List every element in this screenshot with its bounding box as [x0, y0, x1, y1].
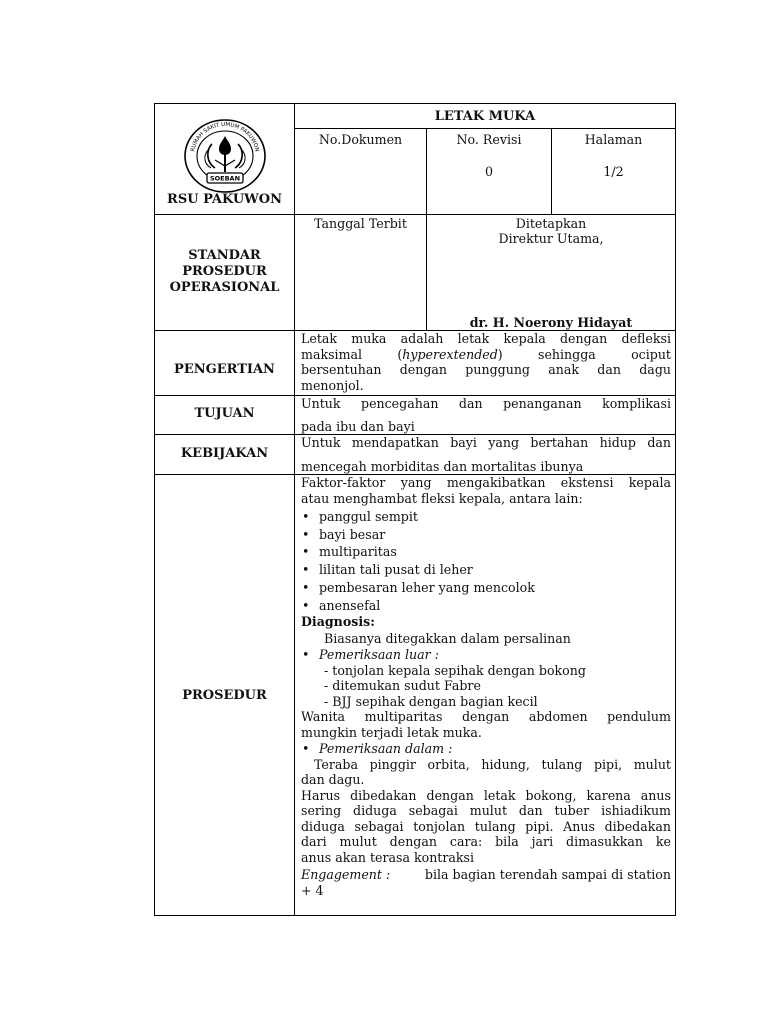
pengertian-label: PENGERTIAN [174, 362, 275, 377]
prosedur-intro-line: atau menghambat fleksi kepala, antara lain: [301, 490, 583, 506]
pengertian-line [301, 347, 671, 363]
sop-title-line: STANDAR [188, 248, 261, 263]
halaman-value: 1/2 [603, 164, 624, 179]
engagement-line [301, 867, 671, 883]
list-item: • pembesaran leher yang mencolok [301, 579, 671, 597]
list-item: • lilitan tali pusat di leher [301, 561, 671, 579]
engagement-text: bila bagian terendah sampai di station [420, 867, 671, 883]
prosedur-text [301, 475, 671, 898]
document-title: LETAK MUKA [434, 109, 536, 124]
kebijakan-line: mencegah morbiditas dan mortalitas ibunya [301, 458, 584, 474]
sop-document [154, 103, 676, 916]
pengertian-line: Letak muka adalah letak kepala dengan defleksi [301, 331, 671, 346]
hospital-name: RSU PAKUWON [167, 192, 282, 207]
tanggal-terbit-label: Tanggal Terbit [314, 216, 407, 231]
logo-ring-text: RUMAH SAKIT UMUM PAKUWON [190, 121, 260, 153]
pengertian-text-part: maksimal ( [301, 346, 403, 362]
harus-line: anus akan terasa kontraksi [301, 849, 475, 865]
prosedur-intro-line: Faktor-faktor yang mengakibatkan ekstensi kepala [301, 475, 671, 490]
harus-line: Harus dibedakan dengan letak bokong, karena anus [301, 787, 671, 803]
hospital-logo [182, 116, 268, 194]
dalam-heading-list [301, 741, 671, 757]
tujuan-line: Untuk pencegahan dan penanganan komplikasi [301, 396, 671, 411]
diagnosis-text: Biasanya ditegakkan dalam persalinan [324, 630, 571, 646]
harus-line: dari mulut dengan cara: bila jari dimasukkan ke [301, 834, 671, 850]
engagement-line: + 4 [301, 882, 324, 898]
no-revisi-value: 0 [484, 164, 493, 179]
row-divider [155, 214, 675, 215]
logo-banner-text: SOEBAN [209, 174, 241, 183]
engagement-term: Engagement : [301, 867, 391, 883]
sop-title-line: OPERASIONAL [169, 280, 280, 295]
pemeriksaan-luar-heading: • Pemeriksaan luar : [301, 647, 671, 663]
wanita-line: Wanita multiparitas dengan abdomen pendulum [301, 709, 671, 725]
list-item: • panggul sempit [301, 508, 671, 526]
diagnosis-heading: Diagnosis: [301, 614, 375, 630]
pengertian-text-part: ) sehingga ociput [497, 346, 671, 362]
dalam-line: Teraba pinggir orbita, hidung, tulang pipi, mulut [314, 756, 671, 772]
luar-heading-list [301, 647, 671, 663]
kebijakan-text [301, 435, 671, 474]
sop-title [155, 248, 294, 296]
kebijakan-label: KEBIJAKAN [180, 446, 269, 461]
pemeriksaan-dalam-heading: • Pemeriksaan dalam : [301, 741, 671, 757]
pengertian-line: bersentuhan dengan punggung anak dan dagu [301, 362, 671, 377]
sop-title-line: PROSEDUR [182, 264, 267, 279]
ditetapkan-text: Ditetapkan [515, 216, 587, 231]
tujuan-label: TUJUAN [194, 406, 255, 421]
tujuan-text [301, 396, 671, 434]
direktur-text: Direktur Utama, [498, 231, 604, 246]
wanita-line: mungkin terjadi letak muka. [301, 724, 482, 740]
halaman-label: Halaman [584, 132, 643, 147]
luar-item: - BJJ sepihak dengan bagian kecil [324, 693, 538, 709]
dalam-line: dan dagu. [301, 772, 365, 788]
pengertian-line: menonjol. [301, 377, 364, 393]
tujuan-line: pada ibu dan bayi [301, 418, 415, 434]
factor-list [301, 508, 671, 614]
signatory-name: dr. H. Noerony Hidayat [469, 315, 633, 330]
header-divider [294, 128, 675, 129]
kebijakan-line: Untuk mendapatkan bayi yang bertahan hidup dan [301, 435, 671, 450]
harus-line: diduga sebagai tonjolan tulang pipi. Anus dibedakan [301, 818, 671, 834]
pengertian-text [301, 331, 671, 393]
pengertian-italic-term: hyperextended [402, 346, 498, 362]
no-revisi-label: No. Revisi [456, 132, 522, 147]
list-item: • anensefal [301, 597, 671, 615]
luar-item: - tonjolan kepala sepihak dengan bokong [324, 662, 586, 678]
luar-item: - ditemukan sudut Fabre [324, 678, 481, 694]
list-item: • bayi besar [301, 526, 671, 544]
no-dokumen-label: No.Dokumen [318, 132, 403, 147]
list-item: • multiparitas [301, 543, 671, 561]
prosedur-label: PROSEDUR [182, 688, 267, 703]
harus-line: sering diduga sebagai mulut dan tuber ishiadikum [301, 803, 671, 819]
